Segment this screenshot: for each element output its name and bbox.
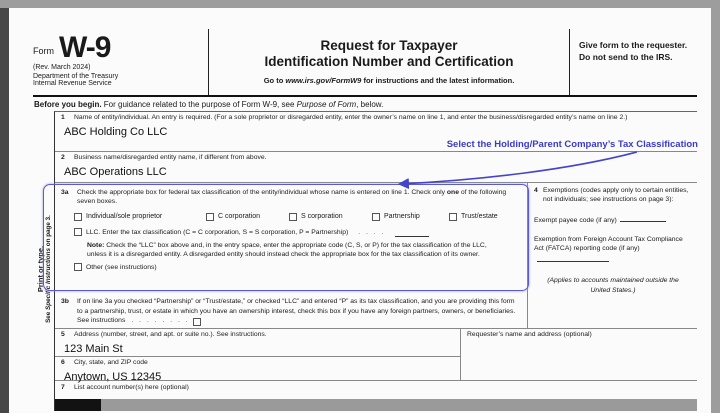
form-title-line1: Request for Taxpayer xyxy=(320,38,458,53)
classification-checkbox-row xyxy=(74,213,522,221)
tax-classification-highlight-box xyxy=(43,184,529,291)
label-c-corporation: C corporation xyxy=(218,213,261,221)
before-tail: , below. xyxy=(356,100,384,109)
line3b-label: If on line 3a you checked “Partnership” or “Trust/estate,” or checked “LLC” and entered “P” as its tax classification, and you are providing this form to a partnership, trust, or estate in which you have an ownership interest, check this box if you have any foreign partners, owners, or beneficiaries. See instructions xyxy=(77,298,516,325)
line5-row xyxy=(55,329,460,357)
fatca-label: Exemption from Foreign Account Tax Compliance Act (FATCA) reporting code (if any) xyxy=(534,235,683,252)
address-column xyxy=(55,329,461,383)
form-header xyxy=(33,29,697,97)
form-body xyxy=(33,111,697,411)
before-italic: Purpose of Form xyxy=(296,100,357,109)
form-number: W-9 xyxy=(59,31,111,64)
see-italic: Specific Instructions xyxy=(45,248,52,310)
before-you-begin xyxy=(33,97,697,111)
department-label: Department of the Treasury xyxy=(33,73,119,80)
line3b-dot-leaders: . . . . . . . . xyxy=(131,317,190,325)
line7-number: 7 xyxy=(61,384,65,391)
agency-label: Internal Revenue Service xyxy=(33,80,112,87)
see-prefix: See xyxy=(45,309,52,323)
line1-number: 1 xyxy=(61,114,65,121)
llc-note xyxy=(87,241,508,260)
fatca-row xyxy=(534,235,692,266)
line7-row xyxy=(55,381,697,399)
requester-label: Requester’s name and address (optional) xyxy=(467,331,592,338)
goto-prefix: Go to xyxy=(263,76,286,86)
note-bold: Note: xyxy=(87,241,105,249)
line3a-label-b: of the following seven boxes. xyxy=(77,189,507,205)
line3a-number: 3a xyxy=(61,189,69,196)
checkbox-llc[interactable] xyxy=(74,228,82,236)
checkbox-other[interactable] xyxy=(74,263,82,271)
other-row xyxy=(74,263,522,271)
business-name-field[interactable]: ABC Operations LLC xyxy=(64,165,167,178)
line6-number: 6 xyxy=(61,359,65,366)
label-individual-sole-proprietor: Individual/sole proprietor xyxy=(86,213,163,221)
city-state-zip-field[interactable]: Anytown, US 12345 xyxy=(64,370,162,383)
part1-label-box xyxy=(55,399,101,411)
llc-row xyxy=(74,228,522,237)
line3a-label-bold: one xyxy=(446,189,459,196)
checkbox-partnership[interactable] xyxy=(372,213,380,221)
exemptions-column xyxy=(527,183,697,328)
line3b-row xyxy=(61,297,519,326)
line5-label: Address (number, street, and apt. or suite no.). See instructions. xyxy=(74,331,267,338)
goto-suffix: for instructions and the latest information. xyxy=(361,76,515,86)
line2-label: Business name/disregarded entity name, if different from above. xyxy=(74,154,267,161)
llc-dot-leaders: . . . . xyxy=(358,228,386,236)
line7-label: List account number(s) here (optional) xyxy=(74,384,189,391)
applies-note: (Applies to accounts maintained outside the United States.) xyxy=(547,277,679,295)
before-bold: Before you begin. xyxy=(34,100,102,109)
label-partnership: Partnership xyxy=(384,213,420,221)
checkbox-individual-sole-proprietor[interactable] xyxy=(74,213,82,221)
line2-row xyxy=(55,152,697,183)
line4-label: Exemptions (codes apply only to certain entities, not individuals; see instructions on page 3): xyxy=(543,187,689,204)
label-trust-estate: Trust/estate xyxy=(461,213,498,221)
line1-label: Name of entity/individual. An entry is required. (For a sole proprietor or disregarded entity, enter the owner’s name on line 1, and enter the business/disregarded entity’s name on line 2.) xyxy=(74,114,628,121)
form-title-line2: Identification Number and Certification xyxy=(264,54,514,70)
checkbox-trust-estate[interactable] xyxy=(449,213,457,221)
give-form-box: Give form to the requester. Do not send to the IRS. xyxy=(569,29,697,95)
line5-number: 5 xyxy=(61,331,65,338)
requester-box[interactable] xyxy=(461,329,697,380)
window-left-edge xyxy=(0,8,9,413)
label-s-corporation: S corporation xyxy=(301,213,343,221)
note-text: Check the “LLC” box above and, in the entry space, enter the appropriate code (C, S, or P) for the tax classification of the LLC, unless it is a disregarded entity. A disregarded entity should instead check the appropriate box for the tax classification of its owner. xyxy=(87,241,487,259)
classification-column xyxy=(55,183,527,328)
line3a-label xyxy=(77,189,522,207)
w9-form-page xyxy=(9,8,711,413)
line6-label: City, state, and ZIP code xyxy=(74,359,148,366)
line3b-number: 3b xyxy=(61,298,69,305)
goto-instructions xyxy=(209,76,569,85)
line4-number: 4 xyxy=(534,187,538,194)
print-or-type-label: Print or type. xyxy=(36,245,45,293)
irs-url[interactable]: www.irs.gov/FormW9 xyxy=(285,76,362,86)
exempt-payee-row xyxy=(534,213,692,225)
llc-classification-input[interactable] xyxy=(395,228,429,237)
exempt-payee-label: Exempt payee code (if any) xyxy=(534,217,617,225)
checkbox-c-corporation[interactable] xyxy=(206,213,214,221)
form-revision: (Rev. March 2024) xyxy=(33,64,91,71)
form-identity-block xyxy=(33,29,209,95)
form-title-block xyxy=(209,29,569,95)
checkbox-foreign-partners[interactable] xyxy=(193,318,201,326)
line3-row xyxy=(55,183,697,329)
address-rows xyxy=(55,329,697,381)
other-label: Other (see instructions) xyxy=(86,263,157,271)
address-field[interactable]: 123 Main St xyxy=(64,342,123,355)
part1-title-bar xyxy=(101,399,697,411)
part1-section-bar xyxy=(55,399,697,411)
llc-label: LLC. Enter the tax classification (C = C corporation, S = S corporation, P = Partnership) xyxy=(86,228,349,236)
before-mid: For guidance related to the purpose of Form W-9, see xyxy=(101,100,297,109)
tax-classification-annotation: Select the Holding/Parent Company’s Tax Classification xyxy=(446,139,698,150)
line3a-label-a: Check the appropriate box for federal tax classification of the entity/individual whose name is entered on line 1. Check only xyxy=(77,189,447,196)
name-field[interactable]: ABC Holding Co LLC xyxy=(64,125,168,138)
line2-number: 2 xyxy=(61,154,65,161)
see-suffix: on page 3. xyxy=(45,215,52,248)
exempt-payee-code-input[interactable] xyxy=(620,213,666,222)
form-table xyxy=(54,111,697,411)
line3b-text xyxy=(77,297,519,326)
line6-row xyxy=(55,357,460,383)
checkbox-s-corporation[interactable] xyxy=(289,213,297,221)
form-word: Form xyxy=(33,46,54,56)
fatca-code-input[interactable] xyxy=(537,253,609,262)
